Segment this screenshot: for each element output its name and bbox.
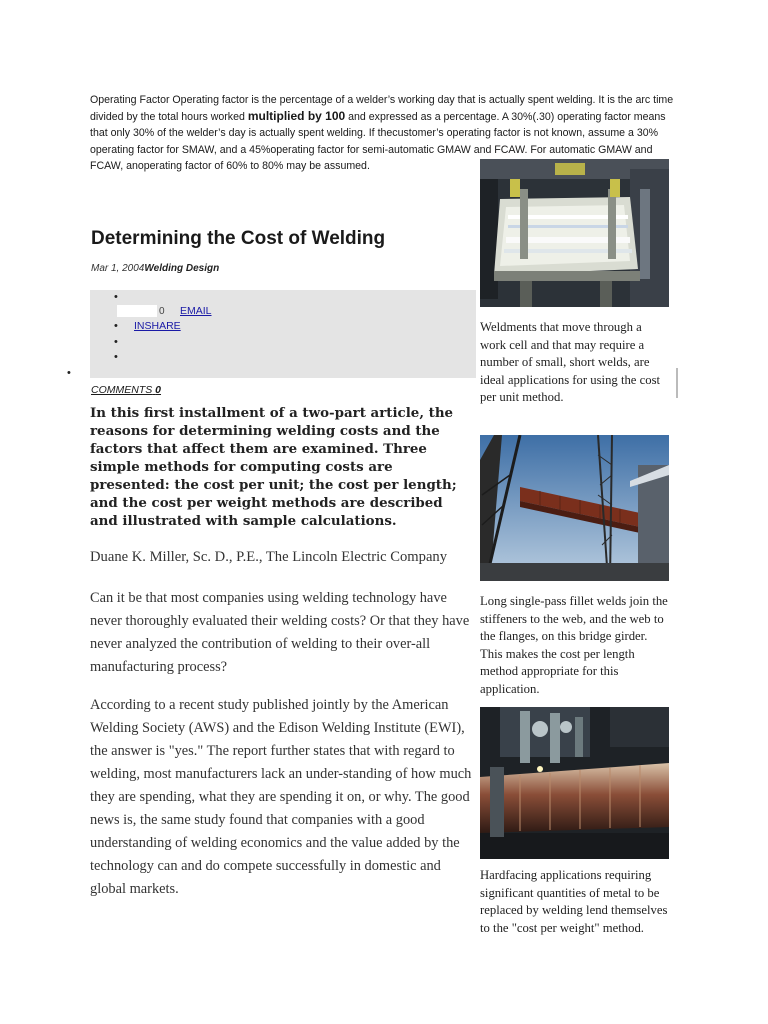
work-cell-photo [480, 159, 669, 307]
share-counter-box [117, 305, 157, 317]
share-bullet: • [114, 336, 118, 348]
figure-caption: Hardfacing applications requiring significant quantities of metal to be replaced by welding lend themselves to the "cost per weight" method. [480, 868, 668, 935]
intro-text-end: and expressed as a percentage. A 30%(.30) operating factor means that only 30% of the welder’s day is actually spent welding. If thecustomer’s operating factor is not known, assume a 30% operating factor for SMAW, and a 45%operating factor for semi-automatic GMAW and FCAW. For automatic GMAW and FCAW, anoperating factor of 60% to 80% may be assumed. [90, 111, 666, 172]
intro-highlight: multiplied by 100 [247, 109, 346, 124]
article-lede: In this first installment of a two-part article, the reasons for determining welding costs and the factors that affect them are examined. Three simple methods for computing costs are presented: the cost per unit; the cost per length; and the cost per weight methods are described and illustrated with sample calculations. [90, 405, 457, 529]
comments-link[interactable] [91, 384, 161, 396]
comments-label: COMMENTS [91, 384, 153, 396]
figure-caption: Weldments that move through a work cell and that may require a number of small, short welds, are ideal applications for using the cost per unit method. [480, 320, 661, 405]
share-toolbar [90, 290, 476, 378]
share-bullet: • [114, 351, 118, 363]
share-bullet: • [114, 291, 118, 303]
sidebar-figure [480, 435, 670, 699]
comments-count: 0 [155, 384, 162, 396]
bridge-girder-photo [480, 435, 669, 581]
share-bullet: • [114, 320, 118, 332]
article-byline: Duane K. Miller, Sc. D., P.E., The Lincoln Electric Company [90, 549, 448, 565]
figure-caption: Long single-pass fillet welds join the stiffeners to the web, and the web to the flanges, on this bridge girder. This makes the cost per length method appropriate for this application. [480, 594, 668, 696]
inshare-link[interactable]: INSHARE [134, 320, 181, 332]
hardfacing-photo [480, 707, 669, 859]
article-meta [91, 263, 219, 274]
article-section[interactable]: Welding Design [144, 263, 220, 274]
intro-text-start: Operating Factor Operating factor is the percentage of a welder’s working day that is actually spent welding. It is the arc time divided by the total hours worked [90, 94, 674, 124]
sidebar-figure [480, 159, 670, 407]
sidebar-figure [480, 707, 670, 937]
body-paragraph: According to a recent study published jointly by the American Welding Society (AWS) and the Edison Welding Institute (EWI), the answer is "yes." The report further states that with regard to welding, most manufacturers lack an under-standing of how much they are spending, what they are spending it on, or why. The good news is, the same study found that companies with a good understanding of welding economics and the value added by the technology can and do compete successfully in domestic and global markets. [90, 697, 472, 897]
email-count: 0 [159, 306, 165, 317]
email-link[interactable]: EMAIL [180, 305, 212, 317]
body-paragraph: Can it be that most companies using welding technology have never thoroughly evaluated their welding costs? Or that they have never analyzed the contribution of welding to their over-all manufacturing process? [90, 590, 470, 675]
article-date: Mar 1, 2004 [91, 263, 145, 274]
article-title: Determining the Cost of Welding [91, 228, 386, 249]
share-bullet: • [67, 367, 71, 379]
scroll-indicator [676, 368, 678, 398]
